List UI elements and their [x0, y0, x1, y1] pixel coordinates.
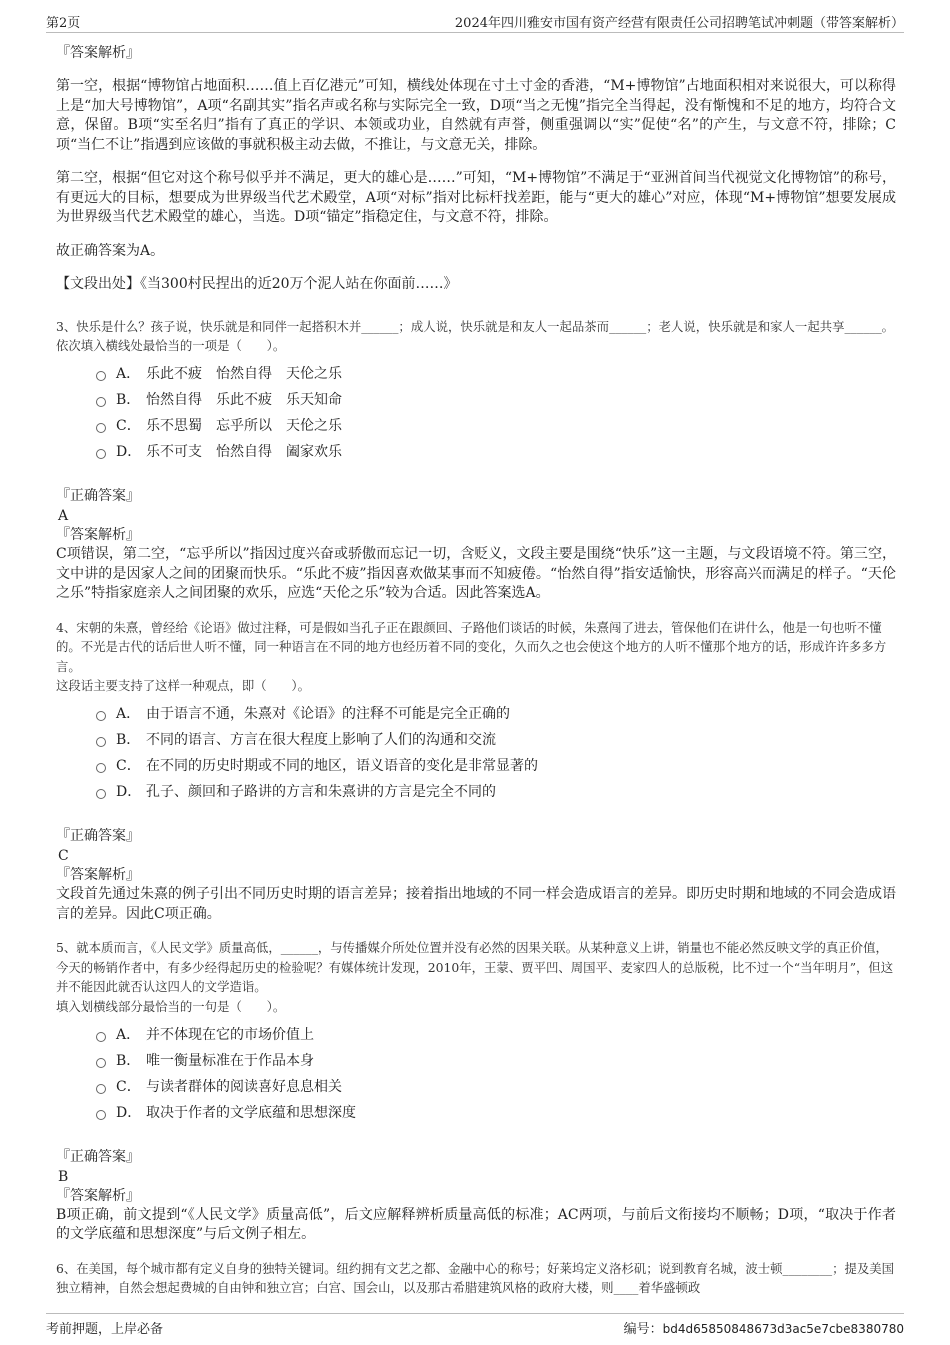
option-text: 孔子、颜回和子路讲的方言和朱熹讲的方言是完全不同的 — [146, 784, 496, 800]
analysis-label: 『答案解析』 — [56, 45, 140, 61]
correct-answer-label: 『正确答案』 — [56, 828, 140, 844]
option-text: 由于语言不通，朱熹对《论语》的注释不可能是完全正确的 — [146, 706, 510, 722]
radio-icon[interactable] — [96, 449, 106, 459]
option-a[interactable] — [96, 701, 896, 727]
option-b[interactable] — [96, 1048, 896, 1074]
page-footer — [46, 1313, 904, 1338]
passage-source: 【文段出处】《当300村民捏出的近20万个泥人站在你面前……》 — [56, 276, 458, 292]
option-text: 取决于作者的文学底蕴和思想深度 — [146, 1104, 356, 1121]
option-text: 不同的语言、方言在很大程度上影响了人们的沟通和交流 — [146, 732, 496, 748]
correct-answer: B — [58, 1168, 69, 1185]
answer-conclusion: 故正确答案为A。 — [56, 242, 165, 259]
page-number: 第2页 — [46, 16, 81, 31]
analysis-text: B项正确，前文提到“《人民文学》质量高低”，后文应解释辨析质量高低的标准；AC两项，与前后文衔接均不顺畅；D项，“取决于作者的文学底蕴和思想深度”与后文例子相左。 — [56, 1206, 896, 1242]
option-d[interactable] — [96, 779, 896, 805]
question-stem: 6、在美国，每个城市都有定义自身的独特关键词。纽约拥有文艺之都、金融中心的称号；好莱坞定义洛杉矶；说到教育名城，波士顿________；提及美国独立精神，自然会想起费城的自由钟和独立宫；白宫、国会山，以及那古希腊建筑风格的政府大楼，则____着华盛顿政 — [56, 1260, 895, 1295]
radio-icon[interactable] — [96, 1058, 106, 1068]
document-title: 2024年四川雅安市国有资产经营有限责任公司招聘笔试冲刺题（带答案解析） — [454, 16, 904, 31]
question-stem: 3、快乐是什么？孩子说，快乐就是和同伴一起搭积木并______；成人说，快乐就是和友人一起品茶而______；老人说，快乐就是和家人一起共享______。 — [56, 318, 895, 334]
option-text: 怡然自得 乐此不疲 乐天知命 — [146, 392, 342, 408]
radio-icon[interactable] — [96, 1084, 106, 1094]
option-a[interactable] — [96, 361, 896, 387]
question-6 — [56, 1259, 896, 1298]
radio-icon[interactable] — [96, 1110, 106, 1120]
option-list — [96, 361, 896, 465]
radio-icon[interactable] — [96, 397, 106, 407]
option-letter: A． — [116, 706, 141, 722]
option-letter: B． — [116, 1052, 141, 1069]
radio-icon[interactable] — [96, 711, 106, 721]
option-text: 在不同的历史时期或不同的地区，语义语音的变化是非常显著的 — [146, 758, 538, 774]
correct-answer: A — [58, 508, 69, 524]
page-content — [56, 44, 896, 1298]
question-4 — [56, 618, 896, 925]
radio-icon[interactable] — [96, 1032, 106, 1042]
option-letter: B． — [116, 732, 141, 748]
analysis-label: 『答案解析』 — [56, 1187, 140, 1204]
question-5 — [56, 938, 896, 1245]
radio-icon[interactable] — [96, 423, 106, 433]
option-list — [96, 1022, 896, 1126]
radio-icon[interactable] — [96, 763, 106, 773]
option-letter: A． — [116, 366, 141, 382]
option-letter: C． — [116, 758, 141, 774]
analysis-paragraph-1: 第一空，根据“博物馆占地面积……值上百亿港元”可知，横线处体现在寸土寸金的香港，“M+博物馆”占地面积相对来说很大，可以称得上是“加大号博物馆”，A项“名副其实”指名声或名称与实际完全一致，D项“当之无愧”指完全当得起，没有惭愧和不足的地方，均符合文意，保留。B项“实至名归”指有了真正的学识、本领或功业，自然就有声誉，侧重强调以“实”促使“名”的产生，与文意不符，排除；C项“当仁不让”指遇到应该做的事就积极主动去做，不推让，与文意无关，排除。 — [56, 78, 896, 153]
page-header — [46, 10, 904, 33]
analysis-label: 『答案解析』 — [56, 527, 140, 543]
question-prompt: 依次填入横线处最恰当的一项是（ ）。 — [56, 338, 286, 353]
code-value: bd4d65850848673d3ac5e7cbe8380780 — [662, 1322, 904, 1336]
analysis-label: 『答案解析』 — [56, 867, 140, 883]
option-letter: D． — [116, 444, 142, 460]
question-stem: 4、宋朝的朱熹，曾经给《论语》做过注释，可是假如当孔子正在跟颜回、子路他们谈话的时候，朱熹闯了进去，管保他们在讲什么，他是一句也听不懂的。不光是古代的话后世人听不懂，同一种语言在不同的地方也经历着不同的变化，久而久之也会使这个地方的人听不懂那个地方的话，形成许许多多方言。 — [56, 619, 887, 674]
footer-slogan: 考前押题，上岸必备 — [46, 1322, 164, 1337]
correct-answer-label: 『正确答案』 — [56, 1148, 140, 1165]
option-letter: B． — [116, 392, 141, 408]
option-letter: D． — [116, 784, 142, 800]
question-prompt: 填入划横线部分最恰当的一句是（ ）。 — [56, 998, 286, 1014]
correct-answer: C — [58, 848, 69, 864]
option-letter: A． — [116, 1026, 141, 1043]
option-letter: C． — [116, 1078, 141, 1095]
radio-icon[interactable] — [96, 789, 106, 799]
option-b[interactable] — [96, 727, 896, 753]
option-text: 并不体现在它的市场价值上 — [146, 1026, 314, 1043]
option-d[interactable] — [96, 439, 896, 465]
option-a[interactable] — [96, 1022, 896, 1048]
radio-icon[interactable] — [96, 737, 106, 747]
option-list — [96, 701, 896, 805]
radio-icon[interactable] — [96, 371, 106, 381]
option-c[interactable] — [96, 753, 896, 779]
option-b[interactable] — [96, 387, 896, 413]
option-text: 乐不思蜀 忘乎所以 天伦之乐 — [146, 418, 342, 434]
option-text: 唯一衡量标准在于作品本身 — [146, 1052, 314, 1069]
option-d[interactable] — [96, 1100, 896, 1126]
option-letter: D． — [116, 1104, 142, 1121]
q2-analysis-section — [56, 44, 896, 295]
option-text: 乐此不疲 怡然自得 天伦之乐 — [146, 366, 342, 382]
analysis-paragraph-2: 第二空，根据“但它对这个称号似乎并不满足，更大的雄心是……”可知，“M+博物馆”不满足于“亚洲首间当代视觉文化博物馆”的称号，有更远大的目标，想要成为世界级当代艺术殿堂，A项“对标”指对比标杆找差距，能与“更大的雄心”对应，体现“M+博物馆”想要发展成为世界级当代艺术殿堂的雄心，当选。D项“锚定”指稳定住，与文意不符，排除。 — [56, 170, 896, 225]
option-c[interactable] — [96, 413, 896, 439]
question-prompt: 这段话主要支持了这样一种观点，即（ ）。 — [56, 678, 311, 693]
option-c[interactable] — [96, 1074, 896, 1100]
option-text: 乐不可支 怡然自得 阖家欢乐 — [146, 444, 342, 460]
analysis-text: C项错误，第二空，“忘乎所以”指因过度兴奋或骄傲而忘记一切，含贬义，文段主要是围绕“快乐”这一主题，与文段语境不符。第三空，文中讲的是因家人之间的团聚而快乐。“乐此不疲”指因喜欢做某事而不知疲倦。“怡然自得”指安适愉快，形容高兴而满足的样子。“天伦之乐”特指家庭亲人之间团聚的欢乐，应选“天伦之乐”较为合适。因此答案选A。 — [56, 546, 896, 601]
question-3 — [56, 317, 896, 604]
analysis-text: 文段首先通过朱熹的例子引出不同历史时期的语言差异；接着指出地域的不同一样会造成语言的差异。即历史时期和地域的不同会造成语言的差异。因此C项正确。 — [56, 886, 896, 922]
correct-answer-label: 『正确答案』 — [56, 488, 140, 504]
code-label: 编号： — [623, 1322, 663, 1337]
question-stem: 5、就本质而言，《人民文学》质量高低，______，与传播媒介所处位置并没有必然的因果关联。从某种意义上讲，销量也不能必然反映文学的真正价值，今天的畅销作者中，有多少经得起历史的检验呢？有媒体统计发现，2010年，王蒙、贾平凹、周国平、麦家四人的总版税，比不过一个“当年明月”，但这并不能因此就否认这四人的文学造诣。 — [56, 940, 894, 994]
option-text: 与读者群体的阅读喜好息息相关 — [146, 1078, 342, 1095]
document-code — [624, 1318, 904, 1337]
option-letter: C． — [116, 418, 141, 434]
